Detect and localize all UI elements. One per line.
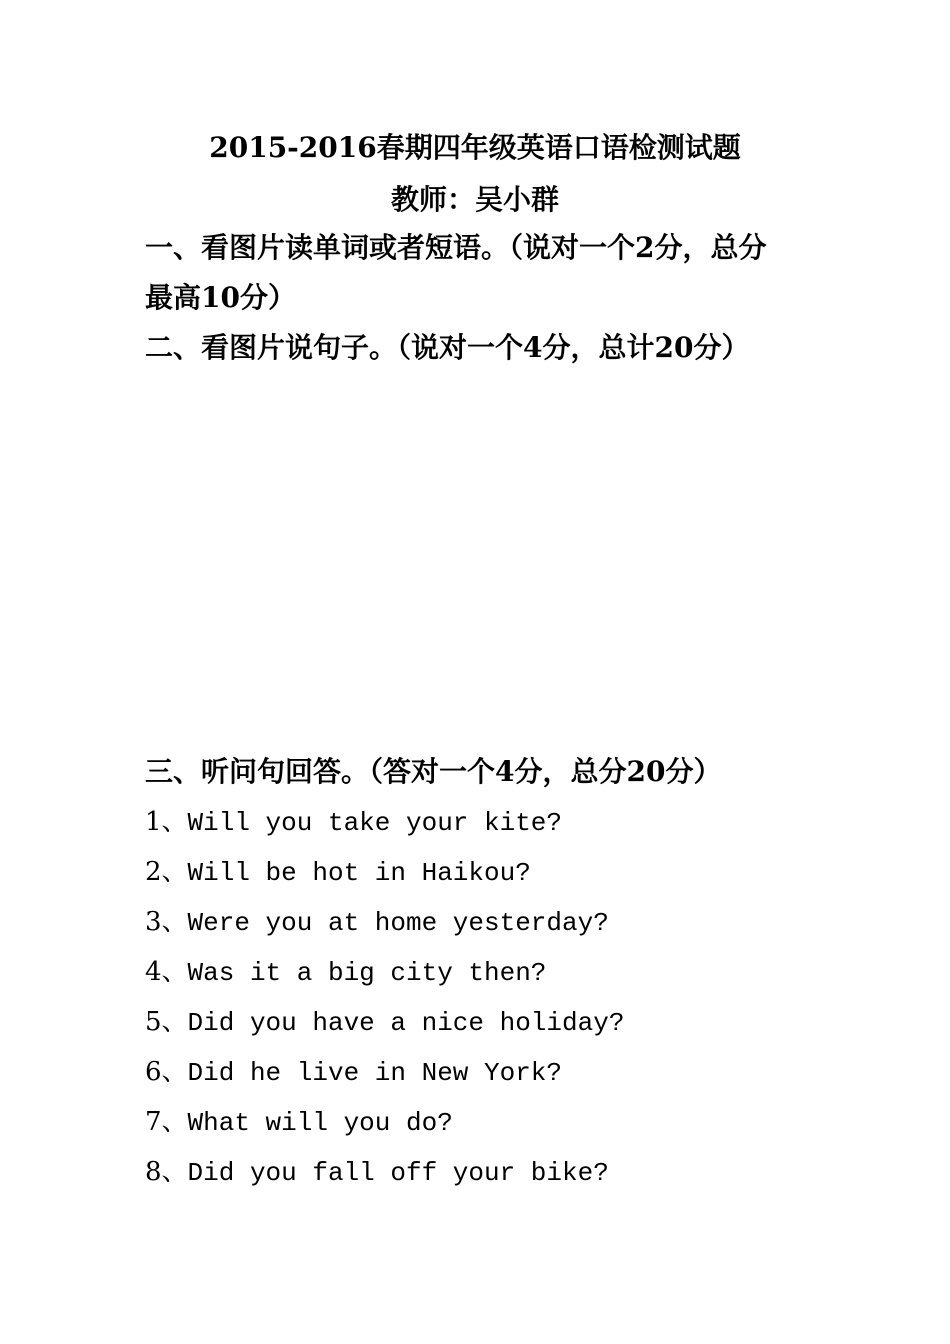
question-item [145,954,825,991]
question-text: Did he live in New York? [187,1058,563,1088]
section1-heading-line2: 最高10分） [145,281,296,314]
teacher-name: 教师：吴小群 [390,183,559,216]
question-number: 2、 [145,857,188,887]
question-text: Was it a big city then? [187,958,547,988]
question-item [145,804,825,841]
question-number: 1、 [145,807,188,837]
question-number: 3、 [145,907,188,937]
question-text: What will you do? [187,1108,453,1138]
question-number: 4、 [145,957,188,987]
section2-heading: 二、看图片说句子。（说对一个4分，总计20分） [145,331,750,364]
section3-heading: 三、听问句回答。（答对一个4分，总分20分） [145,755,722,788]
question-item [145,1054,825,1091]
question-number: 7、 [145,1107,188,1137]
question-number: 6、 [145,1057,188,1087]
question-number: 5、 [145,1007,188,1037]
question-item [145,1154,825,1191]
question-item [145,904,825,941]
question-text: Did you have a nice holiday? [187,1008,625,1038]
section1-heading-line1: 一、看图片读单词或者短语。（说对一个2分，总分 [145,231,767,264]
question-number: 8、 [145,1157,188,1187]
question-text: Will be hot in Haikou? [187,858,531,888]
question-item [145,1004,825,1041]
question-text: Were you at home yesterday? [187,908,609,938]
question-item [145,854,825,891]
document-title: 2015-2016春期四年级英语口语检测试题 [209,131,741,164]
question-text: Will you take your kite? [187,808,563,838]
question-text: Did you fall off your bike? [187,1158,609,1188]
question-item [145,1104,825,1141]
